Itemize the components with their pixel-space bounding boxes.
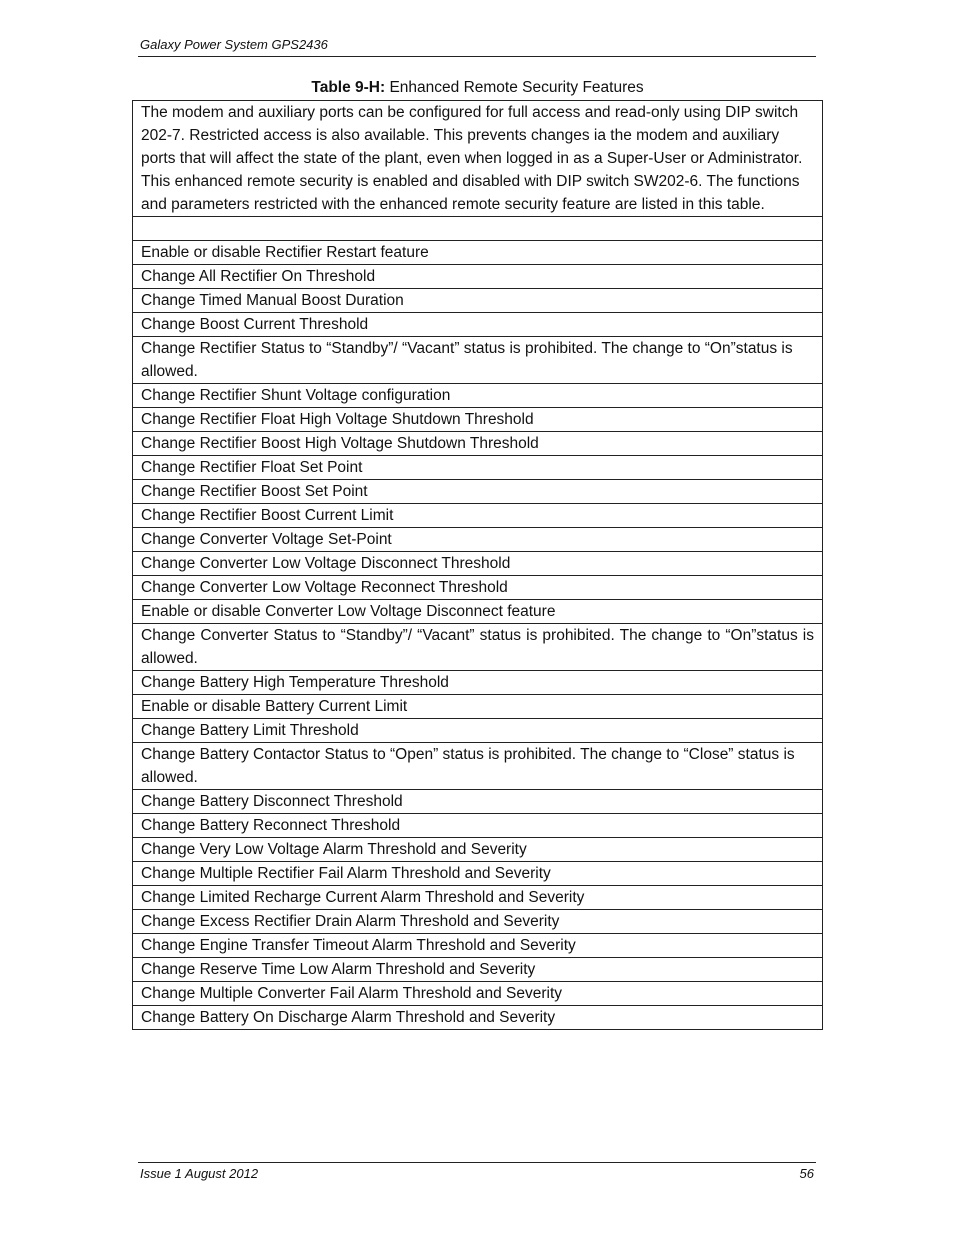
table-row <box>133 623 823 670</box>
table-row <box>133 981 823 1005</box>
table-cell: Change Timed Manual Boost Duration <box>133 288 823 312</box>
table-cell: Change Excess Rectifier Drain Alarm Threshold and Severity <box>133 909 823 933</box>
table-caption <box>132 79 823 97</box>
table-cell: Change Rectifier Boost High Voltage Shutdown Threshold <box>133 431 823 455</box>
table-row <box>133 599 823 623</box>
table-row <box>133 264 823 288</box>
table-cell: Change Converter Low Voltage Disconnect Threshold <box>133 551 823 575</box>
table-row <box>133 789 823 813</box>
table-row <box>133 551 823 575</box>
table-cell: Change Converter Low Voltage Reconnect Threshold <box>133 575 823 599</box>
footer-issue-date: Issue 1 August 2012 <box>140 1166 259 1181</box>
table-row <box>133 1005 823 1029</box>
table-cell: Enable or disable Battery Current Limit <box>133 694 823 718</box>
table-cell: Change Battery Reconnect Threshold <box>133 813 823 837</box>
header-rule <box>138 56 816 57</box>
table-row <box>133 527 823 551</box>
table-cell: Change Engine Transfer Timeout Alarm Threshold and Severity <box>133 933 823 957</box>
table-cell: Change Battery Contactor Status to “Open” status is prohibited. The change to “Close” status is allowed. <box>133 742 823 789</box>
table-cell: Change Rectifier Status to “Standby”/ “Vacant” status is prohibited. The change to “On”status is allowed. <box>133 336 823 383</box>
table-cell: Change Battery Limit Threshold <box>133 718 823 742</box>
page-number: 56 <box>799 1166 814 1181</box>
table-row <box>133 813 823 837</box>
table-cell: Enable or disable Converter Low Voltage Disconnect feature <box>133 599 823 623</box>
table-cell: Change Boost Current Threshold <box>133 312 823 336</box>
table-cell: Change Limited Recharge Current Alarm Threshold and Severity <box>133 885 823 909</box>
table-row <box>133 383 823 407</box>
table-cell: Change Converter Status to “Standby”/ “Vacant” status is prohibited. The change to “On”status is allowed. <box>133 623 823 670</box>
table-row <box>133 240 823 264</box>
table-cell: Change Multiple Converter Fail Alarm Threshold and Severity <box>133 981 823 1005</box>
table-cell: Change Rectifier Boost Set Point <box>133 479 823 503</box>
table-row <box>133 336 823 383</box>
table-row <box>133 694 823 718</box>
table-cell: Change Battery High Temperature Threshold <box>133 670 823 694</box>
table-row <box>133 407 823 431</box>
table-caption-text: Enhanced Remote Security Features <box>385 79 644 96</box>
table-row-blank <box>133 217 823 241</box>
table-row <box>133 455 823 479</box>
table-row <box>133 288 823 312</box>
table-cell: Change Very Low Voltage Alarm Threshold and Severity <box>133 837 823 861</box>
table-row <box>133 885 823 909</box>
table-cell: Enable or disable Rectifier Restart feature <box>133 240 823 264</box>
table-row <box>133 479 823 503</box>
table-row <box>133 670 823 694</box>
table-row <box>133 909 823 933</box>
table-cell: Change Rectifier Shunt Voltage configuration <box>133 383 823 407</box>
table-row <box>133 575 823 599</box>
table-caption-label: Table 9-H: <box>311 79 386 96</box>
table-cell: Change All Rectifier On Threshold <box>133 264 823 288</box>
table-row <box>133 718 823 742</box>
table-cell: Change Rectifier Float Set Point <box>133 455 823 479</box>
table-cell: Change Reserve Time Low Alarm Threshold and Severity <box>133 957 823 981</box>
table-row-intro <box>133 101 823 217</box>
security-features-table <box>132 100 823 1030</box>
table-cell: Change Battery Disconnect Threshold <box>133 789 823 813</box>
table-row <box>133 312 823 336</box>
table-row <box>133 742 823 789</box>
table-cell: Change Battery On Discharge Alarm Threshold and Severity <box>133 1005 823 1029</box>
running-header: Galaxy Power System GPS2436 <box>140 37 328 52</box>
table-cell: Change Rectifier Float High Voltage Shutdown Threshold <box>133 407 823 431</box>
table-row <box>133 503 823 527</box>
table-row <box>133 933 823 957</box>
table-intro-cell: The modem and auxiliary ports can be configured for full access and read-only using DIP switch 202-7. Restricted access is also available. This prevents changes ia the modem and auxiliary ports that will affect the state of the plant, even when logged in as a Super-User or Administrator. This enhanced remote security is enabled and disabled with DIP switch SW202-6. The functions and parameters restricted with the enhanced remote security feature are listed in this table. <box>133 101 823 217</box>
table-cell: Change Converter Voltage Set-Point <box>133 527 823 551</box>
table-cell: Change Multiple Rectifier Fail Alarm Threshold and Severity <box>133 861 823 885</box>
table-row <box>133 861 823 885</box>
table-row <box>133 837 823 861</box>
table-row <box>133 957 823 981</box>
table-cell: Change Rectifier Boost Current Limit <box>133 503 823 527</box>
table-row <box>133 431 823 455</box>
footer-rule <box>138 1162 816 1163</box>
table-blank-cell <box>133 217 823 241</box>
